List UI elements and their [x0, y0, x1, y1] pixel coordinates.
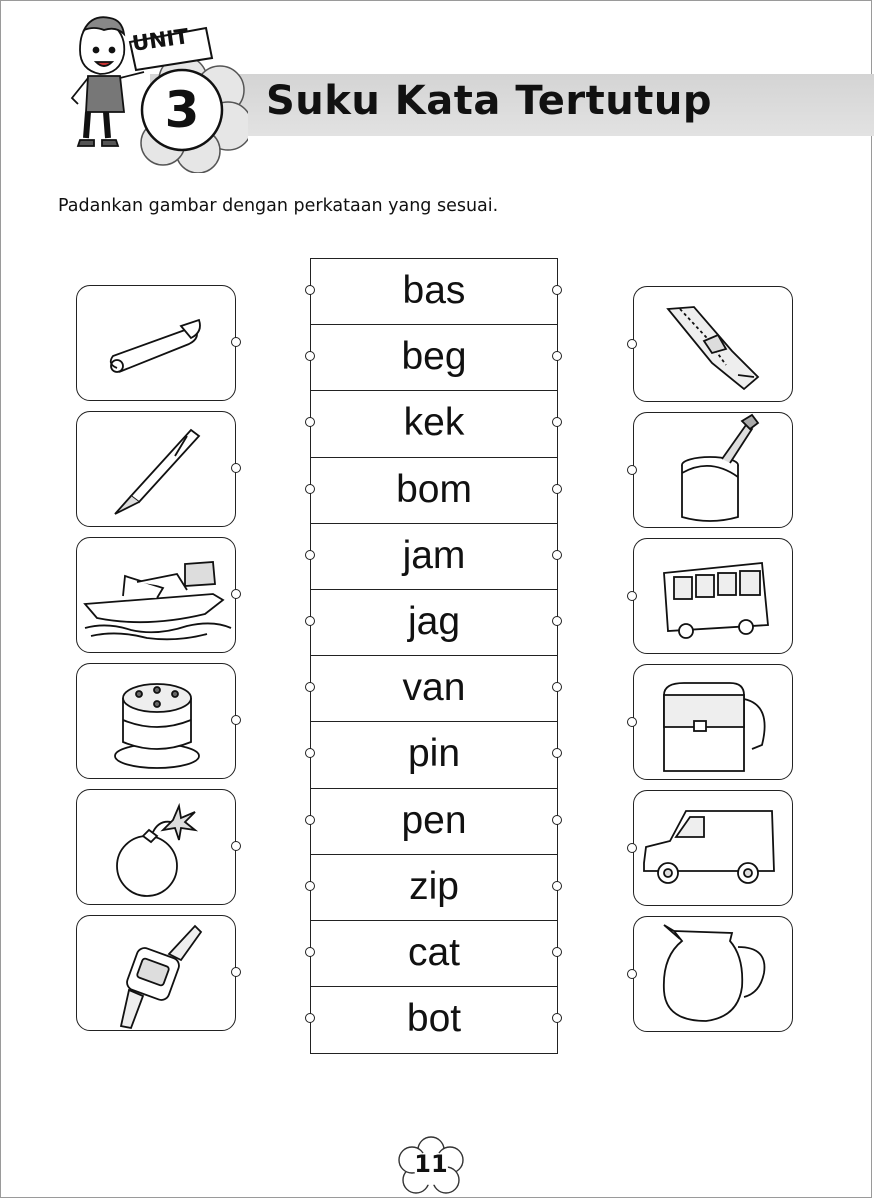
connector-dot[interactable] — [231, 337, 241, 347]
word-connector-dot[interactable] — [552, 616, 562, 626]
word-connector-dot[interactable] — [552, 550, 562, 560]
page-number-badge — [396, 1136, 466, 1196]
word-cell: bas — [311, 259, 557, 325]
picture-card-pen[interactable] — [76, 411, 236, 527]
word-cell: bom — [311, 458, 557, 524]
word-cell: cat — [311, 921, 557, 987]
word-connector-dot[interactable] — [305, 748, 315, 758]
connector-dot[interactable] — [627, 717, 637, 727]
word-connector-dot[interactable] — [552, 285, 562, 295]
paint-can-icon — [634, 413, 794, 529]
word-connector-dot[interactable] — [552, 484, 562, 494]
watch-icon — [77, 916, 237, 1032]
word-connector-dot[interactable] — [305, 484, 315, 494]
word-connector-dot[interactable] — [552, 682, 562, 692]
safety-pin-icon — [77, 286, 237, 402]
unit-label: UNIT — [130, 24, 191, 56]
picture-card-safety-pin[interactable] — [76, 285, 236, 401]
connector-dot[interactable] — [231, 841, 241, 851]
word-connector-dot[interactable] — [552, 947, 562, 957]
word-connector-dot[interactable] — [305, 947, 315, 957]
word-cell: kek — [311, 391, 557, 457]
word-connector-dot[interactable] — [552, 881, 562, 891]
bomb-icon — [77, 790, 237, 906]
word-connector-dot[interactable] — [552, 417, 562, 427]
word-connector-dot[interactable] — [305, 285, 315, 295]
word-column — [310, 258, 558, 1054]
connector-dot[interactable] — [231, 589, 241, 599]
picture-card-boat[interactable] — [76, 537, 236, 653]
word-cell: jag — [311, 590, 557, 656]
picture-card-zipper[interactable] — [633, 286, 793, 402]
word-connector-dot[interactable] — [305, 351, 315, 361]
picture-card-bomb[interactable] — [76, 789, 236, 905]
backpack-icon — [634, 665, 794, 781]
connector-dot[interactable] — [231, 463, 241, 473]
word-connector-dot[interactable] — [552, 1013, 562, 1023]
word-connector-dot[interactable] — [305, 682, 315, 692]
word-cell: pen — [311, 789, 557, 855]
unit-number: 3 — [164, 81, 200, 139]
jug-icon — [634, 917, 794, 1033]
word-connector-dot[interactable] — [305, 881, 315, 891]
word-cell: beg — [311, 325, 557, 391]
word-connector-dot[interactable] — [305, 815, 315, 825]
connector-dot[interactable] — [627, 591, 637, 601]
picture-card-backpack[interactable] — [633, 664, 793, 780]
instruction-text: Padankan gambar dengan perkataan yang sesuai. — [58, 196, 499, 216]
bus-icon — [634, 539, 794, 655]
word-connector-dot[interactable] — [305, 616, 315, 626]
word-cell: pin — [311, 722, 557, 788]
word-cell: bot — [406, 997, 462, 1041]
page-number: 11 — [414, 1150, 448, 1178]
picture-card-watch[interactable] — [76, 915, 236, 1031]
connector-dot[interactable] — [627, 465, 637, 475]
connector-dot[interactable] — [231, 715, 241, 725]
word-connector-dot[interactable] — [305, 550, 315, 560]
word-cell: van — [311, 656, 557, 722]
van-icon — [634, 791, 794, 907]
word-connector-dot[interactable] — [552, 815, 562, 825]
word-connector-dot[interactable] — [552, 351, 562, 361]
picture-card-bus[interactable] — [633, 538, 793, 654]
page-title: Suku Kata Tertutup — [266, 78, 712, 124]
connector-dot[interactable] — [627, 339, 637, 349]
boat-icon — [77, 538, 237, 654]
word-connector-dot[interactable] — [305, 1013, 315, 1023]
word-connector-dot[interactable] — [552, 748, 562, 758]
picture-card-cake[interactable] — [76, 663, 236, 779]
word-cell: zip — [311, 855, 557, 921]
picture-card-van[interactable] — [633, 790, 793, 906]
connector-dot[interactable] — [627, 843, 637, 853]
word-cell: jam — [311, 524, 557, 590]
zipper-icon — [634, 287, 794, 403]
connector-dot[interactable] — [231, 967, 241, 977]
picture-card-jug[interactable] — [633, 916, 793, 1032]
picture-card-paint-can[interactable] — [633, 412, 793, 528]
word-connector-dot[interactable] — [305, 417, 315, 427]
cake-icon — [77, 664, 237, 780]
pen-icon — [77, 412, 237, 528]
connector-dot[interactable] — [627, 969, 637, 979]
